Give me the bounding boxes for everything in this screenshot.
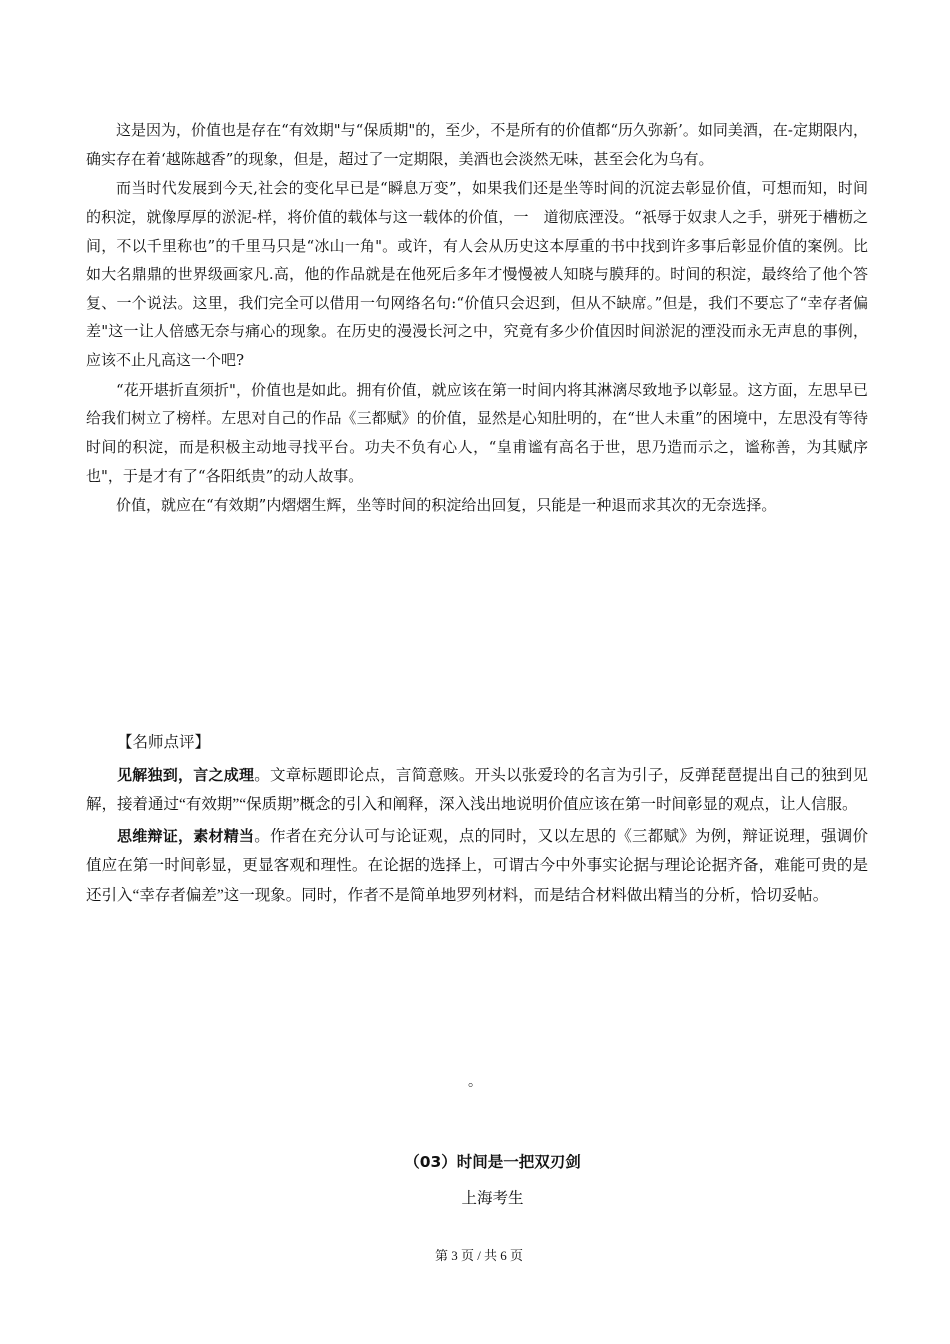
page-number: 第 3 页 / 共 6 页: [434, 1248, 524, 1263]
essay-paragraph-3: “花开堪折直须折"，价值也是如此。拥有价值，就应该在第一时间内将其淋漓尽致地予以彰显。这方面，左思早已给我们树立了榜样。左思对自己的作品《三都赋》的价值，显然是心知肚明的，在“世人未重”的困境中，左思没有等待时间的积淀，而是积极主动地寻找平台。功夫不负有心人，“皇甫谧有高名于世，思乃造而示之，谧称善，为其赋序也"，于是才有了“各阳纸贵”的动人故事。: [86, 380, 868, 485]
comment-point-2-title: 思维辩证，素材精当: [117, 826, 255, 845]
comment-point-2-text: 。作者在充分认可与论证观，点的同时，又以左思的《三都赋》为例，辩证说理，强调价值应在第一时间彰显，更显客观和理性。在论据的选择上，可谓古今中外事实论据与理论论据齐备，难能可贵的是还引入“幸存者偏差”这一现象。同时，作者不是简单地罗列材料，而是结合材料做出精当的分析，恰切妥帖。: [86, 827, 868, 904]
essay-body: [86, 116, 868, 521]
next-essay-author: 上海考生: [461, 1190, 524, 1207]
essay-paragraph-2: 而当时代发展到今天,社会的变化早已是“瞬息万变”，如果我们还是坐等时间的沉淀去彰显价值，可想而知，时间的积淀，就像厚厚的淤泥-样，将价值的载体与这一载体的价值，一 道彻底湮没。“祇辱于奴隶人之手，骈死于槽枥之间，不以千里称也”的千里马只是“冰山一角"。或许，有人会从历史这本厚重的书中找到许多事后彰显价值的案例。比如大名鼎鼎的世界级画家凡.高，他的作品就是在他死后多年才慢慢被人知晓与膜拜的。时间的积淀，最终给了他个答复、一个说法。这里，我们完全可以借用一句网络名句:“价值只会迟到，但从不缺席。”但是，我们不要忘了“幸存者偏差"这一让人倍感无奈与痛心的现象。在历史的漫漫长河之中，究竟有多少价值因时间淤泥的湮没而永无声息的事例，应该不止凡高这一个吧?: [86, 179, 868, 369]
comment-point-1-text: 。文章标题即论点，言简意赅。开头以张爱玲的名言为引子，反弹琵琶提出自己的独到见解，接着通过“有效期”“保质期”概念的引入和阐释，深入浅出地说明价值应该在第一时间彰显的观点，让人信服。: [86, 766, 868, 813]
comment-point-1: [86, 761, 868, 820]
essay-paragraph-4: 价值，就应在“有效期”内熠熠生辉，坐等时间的积淀给出回复，只能是一种退而求其次的无奈选择。: [116, 496, 777, 515]
next-essay-title: （03）时间是一把双刃剑: [404, 1153, 581, 1171]
comment-point-1-title: 见解独到，言之成理: [117, 765, 255, 784]
comment-point-2: [86, 822, 868, 911]
separator-mark: 。: [468, 1074, 482, 1090]
comment-heading: 【名师点评】: [117, 734, 211, 751]
essay-paragraph-1: 这是因为，价值也是存在“有效期"与“保质期"的，至少，不是所有的价值都“历久弥新’。如同美酒，在-定期限内，确实存在着‘越陈越香”的现象，但是，超过了一定期限，美酒也会淡然无味，甚至会化为乌有。: [86, 121, 868, 168]
teacher-comment: [86, 728, 868, 912]
